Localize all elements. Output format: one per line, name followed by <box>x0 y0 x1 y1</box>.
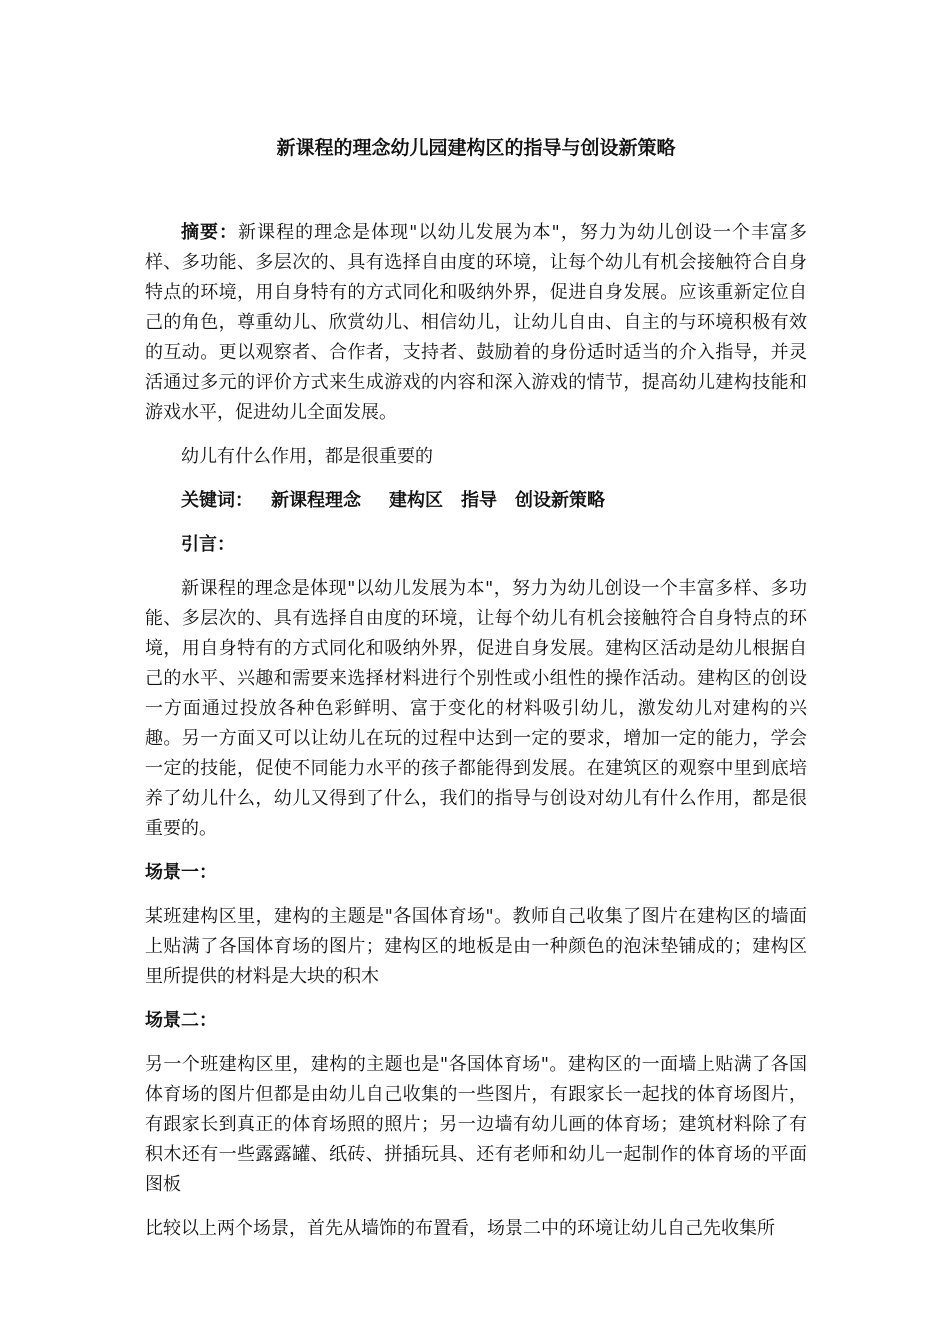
document-body <box>145 218 807 1258</box>
abstract-label: 摘要： <box>181 222 239 243</box>
keyword-item: 新课程理念 <box>271 490 361 511</box>
scene1-heading: 场景一： <box>145 862 217 883</box>
scene1-paragraph: 某班建构区里，建构的主题是"各国体育场"。教师自己收集了图片在建构区的墙面上贴满了各国体育场的图片；建构区的地板是由一种颜色的泡沫垫铺成的；建构区里所提供的材料是大块的积木 <box>145 906 807 987</box>
keywords-paragraph <box>145 486 807 516</box>
intro-label: 引言： <box>181 534 235 555</box>
document-title: 新课程的理念幼儿园建构区的指导与创设新策略 <box>276 137 676 159</box>
intro-paragraph: 新课程的理念是体现"以幼儿发展为本"，努力为幼儿创设一个丰富多样、多功能、多层次的、具有选择自由度的环境，让每个幼儿有机会接触符合自身特点的环境，用自身特有的方式同化和吸纳外界，促进自身发展。建构区活动是幼儿根据自己的水平、兴趣和需要来选择材料进行个别性或小组性的操作活动。建构区的创设一方面通过投放各种色彩鲜明、富于变化的材料吸引幼儿，激发幼儿对建构的兴趣。另一方面又可以让幼儿在玩的过程中达到一定的要求，增加一定的能力，学会一定的技能，促使不同能力水平的孩子都能得到发展。在建筑区的观察中里到底培养了幼儿什么，幼儿又得到了什么，我们的指导与创设对幼儿有什么作用，都是很重要的。 <box>145 578 807 839</box>
scene2-heading: 场景二： <box>145 1010 217 1031</box>
compare-paragraph: 比较以上两个场景，首先从墙饰的布置看，场景二中的环境让幼儿自己先收集所 <box>145 1218 775 1239</box>
abstract-paragraph <box>145 218 807 428</box>
note-line: 幼儿有什么作用，都是很重要的 <box>181 446 433 467</box>
keyword-item: 指导 <box>461 490 497 511</box>
keywords-label: 关键词： <box>181 490 253 511</box>
keyword-item: 建构区 <box>389 490 443 511</box>
scene2-paragraph: 另一个班建构区里，建构的主题也是"各国体育场"。建构区的一面墙上贴满了各国体育场的图片但都是由幼儿自己收集的一些图片，有跟家长一起找的体育场图片，有跟家长到真正的体育场照的照片；另一边墙有幼儿画的体育场；建筑材料除了有积木还有一些露露罐、纸砖、拼插玩具、还有老师和幼儿一起制作的体育场的平面图板 <box>145 1054 807 1195</box>
keyword-item: 创设新策略 <box>515 490 605 511</box>
abstract-text: 新课程的理念是体现"以幼儿发展为本"，努力为幼儿创设一个丰富多样、多功能、多层次的、具有选择自由度的环境，让每个幼儿有机会接触符合自身特点的环境，用自身特有的方式同化和吸纳外界，促进自身发展。应该重新定位自己的角色，尊重幼儿、欣赏幼儿、相信幼儿，让幼儿自由、自主的与环境积极有效的互动。更以观察者、合作者，支持者、鼓励着的身份适时适当的介入指导，并灵活通过多元的评价方式来生成游戏的内容和深入游戏的情节，提高幼儿建构技能和游戏水平，促进幼儿全面发展。 <box>145 222 808 423</box>
